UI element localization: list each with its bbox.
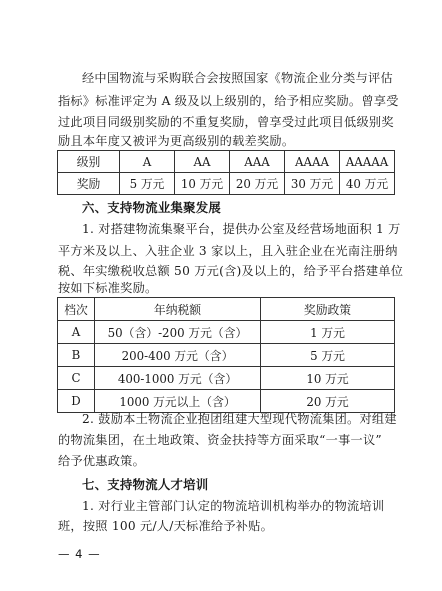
paragraph-line: 给予优惠政策。 [58,454,146,468]
section-heading: 七、支持物流人才培训 [82,477,209,492]
table-header-row [58,298,395,321]
table-row-header: 级别 [58,151,120,173]
paragraph-line: 税、年实缴税收总额 50 万元(含)及以上的，给予平台搭建单位 [58,264,404,278]
paragraph-line: 2. 鼓励本土物流企业抱团组建大型现代物流集团。对组建 [82,412,397,426]
table-cell: 20 万元 [230,173,285,195]
paragraph-line: 1. 对搭建物流集聚平台，提供办公室及经营场地面积 1 万 [82,222,401,236]
table-cell: 400-1000 万元（含） [95,367,261,390]
table-row [58,367,395,390]
table-cell: 1 万元 [261,321,395,344]
intro-line: 经中国物流与采购联合会按照国家《物流企业分类与评估 [82,71,393,85]
table-cell: 50（含）-200 万元（含） [95,321,261,344]
table-cell: 200-400 万元（含） [95,344,261,367]
column-header: 奖励政策 [261,298,395,321]
table-row [58,390,395,413]
section-heading: 六、支持物流业集聚发展 [82,200,222,215]
table-cell: 10 万元 [175,173,230,195]
table-cell: 30 万元 [285,173,340,195]
table-cell: AAAA [285,151,340,173]
paragraph-line: 1. 对行业主管部门认定的物流培训机构举办的物流培训 [82,499,385,513]
intro-line: 指标》标准评定为 A 级及以上级别的，给予相应奖励。曾享受 [58,94,399,108]
paragraph-line: 平方米及以上、入驻企业 3 家以上，且入驻企业在光南注册纳 [58,244,398,258]
table-cell: 1000 万元以上（含） [95,390,261,413]
column-header: 年纳税额 [95,298,261,321]
table-cell: A [58,321,95,344]
table-row-header: 奖励 [58,173,120,195]
table-cell: A [120,151,175,173]
table-row [58,173,395,195]
table-cell: 5 万元 [120,173,175,195]
level-reward-table [57,150,395,195]
table-cell: 10 万元 [261,367,395,390]
table-row [58,151,395,173]
paragraph-line: 的物流集团，在土地政策、资金扶持等方面采取“一事一议” [58,433,382,447]
table-cell: D [58,390,95,413]
table-cell: AA [175,151,230,173]
intro-line: 励且本年度又被评为更高级别的载差奖励。 [58,134,295,148]
intro-line: 过此项目同级别奖励的不重复奖励，曾享受过此项目低级别奖 [58,115,394,129]
paragraph-line: 按如下标准奖励。 [58,281,158,295]
page-number: — 4 — [58,547,101,561]
tax-tier-table [57,297,395,413]
table-cell: 5 万元 [261,344,395,367]
table-cell: AAAAA [340,151,395,173]
table-cell: B [58,344,95,367]
table-row [58,344,395,367]
table-cell: 40 万元 [340,173,395,195]
table-cell: 20 万元 [261,390,395,413]
paragraph-line: 班，按照 100 元/人/天标准给予补贴。 [58,519,274,533]
table-cell: C [58,367,95,390]
table-cell: AAA [230,151,285,173]
column-header: 档次 [58,298,95,321]
table-row [58,321,395,344]
